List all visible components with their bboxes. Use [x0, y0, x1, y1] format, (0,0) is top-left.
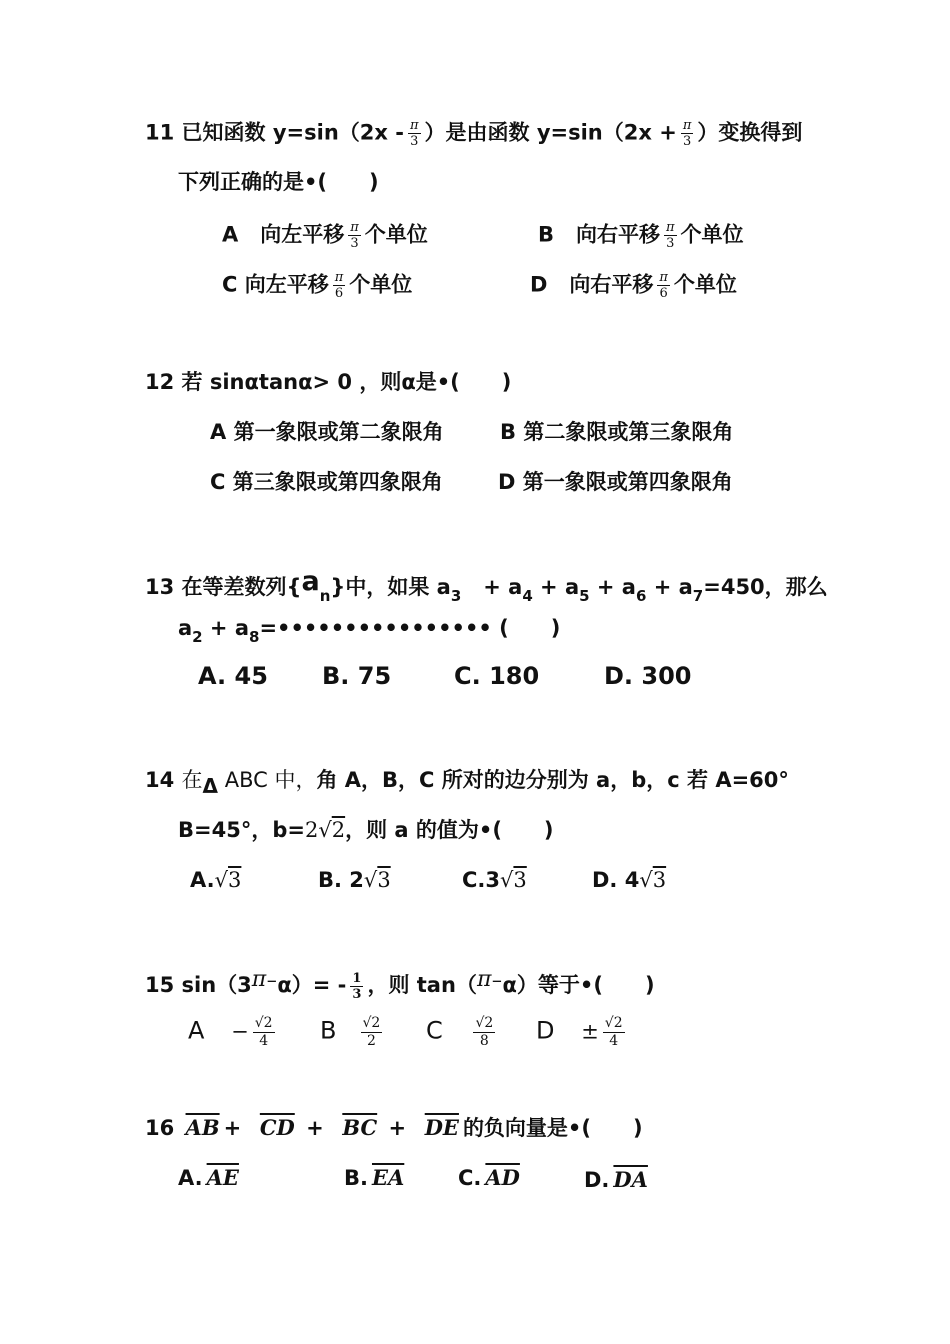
q11-option-c[interactable]: C 向左平移 $\frac{\pi}{6}$ 个单位	[222, 270, 413, 301]
vector-ab: $\overline{AB}$	[185, 1115, 220, 1140]
q15-stem: 15 sin（3π⁻α）= - $\frac{1}{3}$ ，则 tan（π⁻α）等于•( )	[145, 967, 655, 1002]
q15-option-b[interactable]: B $\frac{√2}{2}$	[320, 1015, 381, 1049]
q12-option-b[interactable]: B 第二象限或第三象限角	[500, 420, 734, 444]
q15-option-d[interactable]: D ± $\frac{√2}{4}$	[536, 1015, 623, 1049]
vector-bc: $\overline{BC}$	[342, 1115, 378, 1140]
q16-option-b[interactable]: B. $\overline{EA}$	[344, 1165, 405, 1190]
q11-stem-line2: 下列正确的是•( )	[178, 170, 379, 194]
q13-stem-line1: 13 在等差数列$\{a_n\}$中，如果 $a_3 + a_4 + a_5 + a_6 + a_7=450$，那么	[145, 566, 828, 605]
q11-d-fraction: $\frac{\pi}{6}$	[659, 270, 668, 301]
q11-c-fraction: $\frac{\pi}{6}$	[334, 270, 344, 301]
q11-text-c: ）变换得到	[697, 120, 803, 145]
q15-option-a[interactable]: A − $\frac{√2}{4}$	[188, 1015, 273, 1049]
triangle-icon: Δ	[202, 774, 219, 798]
q16-option-a[interactable]: A. $\overline{AE}$	[178, 1165, 239, 1190]
q14-stem-line2: B=45°，b=2√2，则 a 的值为•( )	[178, 818, 554, 842]
q12-option-c[interactable]: C 第三象限或第四象限角	[210, 470, 443, 494]
q11-a-fraction: $\frac{\pi}{3}$	[350, 220, 359, 251]
q15-fraction-one-third: $\frac{1}{3}$	[352, 970, 362, 1002]
q11-text-a: 11 已知函数 y=sin（2x -	[145, 120, 404, 145]
q11-option-b[interactable]: B 向右平移 $\frac{\pi}{3}$ 个单位	[538, 220, 744, 251]
vector-cd: $\overline{CD}$	[259, 1115, 295, 1140]
q14-option-c[interactable]: C.3√3	[462, 868, 527, 892]
vector-de: $\overline{DE}$	[424, 1115, 459, 1140]
q12-option-a[interactable]: A 第一象限或第二象限角	[210, 420, 444, 444]
q11-option-d[interactable]: D 向右平移 $\frac{\pi}{6}$ 个单位	[530, 270, 737, 301]
q13-option-b[interactable]: B. 75	[322, 662, 392, 690]
q14-option-b[interactable]: B. 2√3	[318, 868, 391, 892]
q14-stem-line1: 14 在Δ ABC 中，角 A，B，C 所对的边分别为 a，b，c 若 A=60°	[145, 768, 789, 798]
q11-option-a[interactable]: A 向左平移 $\frac{\pi}{3}$ 个单位	[222, 220, 428, 251]
q16-option-d[interactable]: D. $\overline{DA}$	[584, 1167, 648, 1192]
q11-fraction-pi-over-3: $\frac{\pi}{3}$	[409, 118, 419, 149]
q11-text-b: ）是由函数 y=sin（2x +	[424, 120, 677, 145]
q13-option-d[interactable]: D. 300	[604, 662, 692, 690]
q11-fraction-pi-over-3b: $\frac{\pi}{3}$	[682, 118, 692, 149]
q15-option-c[interactable]: C $\frac{√2}{8}$	[426, 1015, 494, 1049]
q13-option-a[interactable]: A. 45	[198, 662, 268, 690]
q13-stem-line2: $a_2$ + $a_8=••••••••••••••••$ ( )	[178, 616, 561, 646]
q14-option-d[interactable]: D. 4√3	[592, 868, 667, 892]
q14-two-root-two: 2√2	[304, 818, 346, 842]
q14-option-a[interactable]: A.√3	[190, 868, 242, 892]
q11-stem-line1	[145, 118, 802, 149]
q12-option-d[interactable]: D 第一象限或第四象限角	[498, 470, 733, 494]
q16-stem: 16 $\overline{AB} + \overline{CD} + \overline{BC} + \overline{DE}$ 的负向量是•( )	[145, 1115, 643, 1140]
q16-option-c[interactable]: C. $\overline{AD}$	[458, 1165, 520, 1190]
q13-option-c[interactable]: C. 180	[454, 662, 540, 690]
q11-b-fraction: $\frac{\pi}{3}$	[665, 220, 675, 251]
q12-stem: 12 若 sinαtanα> 0 ，则α是•( )	[145, 370, 512, 394]
